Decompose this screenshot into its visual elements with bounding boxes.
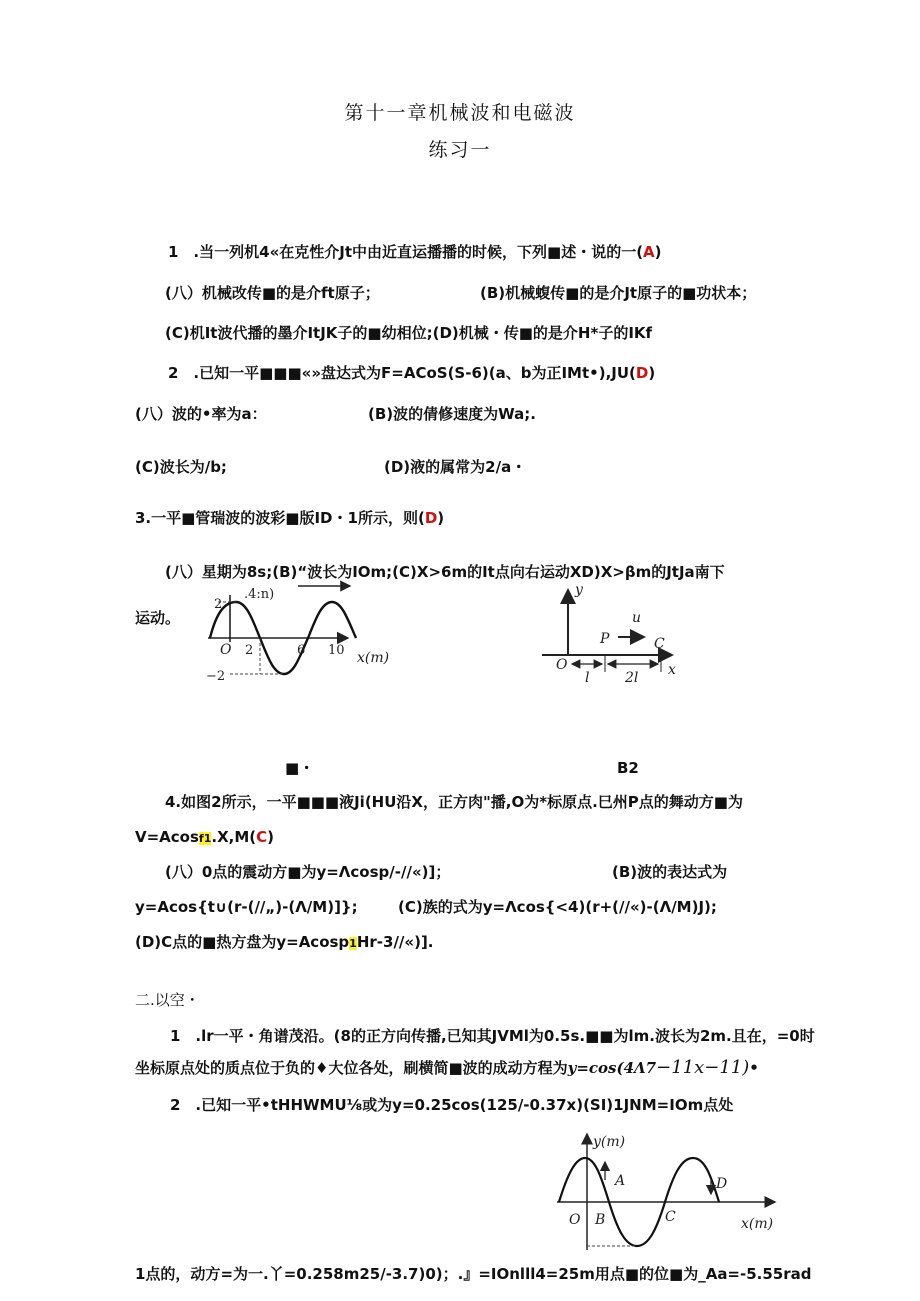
q2-option-d: (D)液的属常为2/a・ (384, 458, 527, 476)
fig2-2l-label: 2l (625, 670, 639, 686)
fig1-y-neg: −2 (206, 669, 226, 684)
q4-option-a: (八）0点的震动方■为y=Λcosp/-//«)]； (165, 863, 451, 881)
q1-option-cd: (C)机It波代播的墨介ItJK子的■幼相位;(D)机械・传■的是介H*子的IKf (165, 324, 653, 342)
q3-options: (八）星期为8s;(B)“波长为IOm;(C)X>6m的It点向右运动XD)X>βm的JtJa南下 (165, 563, 725, 581)
fig2-u-label: u (632, 610, 642, 626)
fig1-y-pos: 2 (214, 597, 223, 612)
q4-formula-start: V=Acos (135, 828, 199, 846)
q1-answer: A (643, 243, 655, 261)
q3-stem-text: 3.一平■管瑞波的波彩■版ID・1所示，则( (135, 509, 425, 527)
q2-close: ) (648, 364, 656, 382)
fig2-x-label: x (668, 662, 676, 678)
q3-continuation: 运动。 (135, 609, 181, 627)
q2-stem (168, 363, 655, 383)
fig3-c-label: C (665, 1209, 676, 1225)
q2-option-c: (C)波长为/b; (135, 458, 227, 476)
fill1-line2-italic: −11x−11) (656, 1057, 750, 1078)
exercise-title: 练习一 (428, 139, 492, 161)
fig1-x-label: x(m) (357, 650, 390, 666)
q2-answer: D (635, 364, 649, 382)
q2-option-b: (B)波的倩修速度为Wa;. (368, 405, 536, 423)
fig2-origin: O (556, 657, 568, 673)
q4-option-d-end: Hr-3//«)]. (356, 933, 434, 951)
q1-close: ) (654, 243, 662, 261)
q4-option-d-sub: 1 (349, 937, 357, 950)
figure-1-wave (200, 580, 400, 690)
fig3-d-label: D (716, 1176, 728, 1192)
fig3-a-label: A (615, 1173, 626, 1189)
q1-stem (168, 242, 662, 262)
q4-formula (135, 827, 274, 849)
fig1-x-tick-10: 10 (328, 643, 345, 658)
q2-option-a: (八）波的•率为a： (135, 405, 267, 423)
fill1-line2 (135, 1058, 759, 1078)
q4-formula-end: .X,M( (211, 828, 257, 846)
fill1-line2-start: 坐标原点处的质点位于负的♦大位各处，刷横简■波的成动方程为 (135, 1059, 568, 1077)
q3-stem (135, 508, 444, 528)
fig1-x-tick-6: 6 (297, 643, 306, 658)
q1-option-a: (八）机械改传■的是介ft原子； (165, 284, 380, 302)
q4-option-b-formula: y=Acos{t∪(r-(//„)-(Λ/M)]}; (135, 898, 358, 916)
fig2-caption: B2 (617, 759, 639, 777)
q3-close: ) (437, 509, 445, 527)
q4-option-c: (C)族的式为y=Λcos{<4)(r+(//«)-(Λ/M)J); (398, 898, 717, 916)
q4-answer: C (256, 828, 268, 846)
q4-stem: 4.如图2所示，一平■■■液Ji(HU沿X，正方肉"播,O为*标原点.巳州P点的舞动方■为 (165, 793, 743, 811)
fill1-line2-end: • (749, 1059, 759, 1077)
fig3-x-label: x(m) (741, 1216, 774, 1232)
q3-answer: D (424, 509, 438, 527)
section-2-heading: 二.以空・ (135, 991, 200, 1009)
fig1-caption: ■・ (285, 759, 315, 777)
q4-close: ) (267, 828, 274, 846)
q4-option-d (135, 932, 434, 954)
fig2-c-label: C (654, 636, 665, 652)
fig1-x-tick-2: 2 (245, 643, 254, 658)
fig2-p-label: P (600, 631, 610, 647)
q4-option-d-start: (D)C点的■热方盘为y=Acosp (135, 933, 350, 951)
fill2-line1: 2 .已知一平•tHHWMU⅛或为y=0.25cos(125/-0.37x)(SI)1JNM=IOm点处 (170, 1096, 734, 1114)
figure-2-axis (540, 578, 690, 688)
fig3-b-label: B (595, 1212, 606, 1228)
fill1-line1: 1 .lr一平・角谱茂沿。(8的正方向传播,已知其JVMl为0.5s.■■为lm.波长为2m.且在，=0时 (170, 1027, 815, 1045)
q2-stem-text: 2 .已知一平■■■«»盘达式为F=ACoS(S-6)(a、b为正IMt•),JU( (168, 364, 636, 382)
fill1-line2-mid: y=cos(4Λ7 (567, 1059, 657, 1077)
q1-stem-text: 1 .当一列机4«在克性介Jt中由近直运播播的时候，下列■述・说的一( (168, 243, 644, 261)
q4-option-b: (B)波的表达式为 (612, 863, 728, 881)
fig3-y-label: y(m) (593, 1134, 626, 1150)
fig2-y-label: y (575, 582, 583, 598)
fig3-origin: O (569, 1212, 581, 1228)
figure-3-wave (553, 1128, 793, 1258)
fig1-top-label: .4:n) (244, 587, 275, 602)
q1-option-b: (B)机械蝮传■的是介Jt原子的■功状本； (480, 284, 757, 302)
fig2-l-label: l (585, 670, 590, 686)
fig1-origin: O (220, 642, 232, 658)
chapter-title: 第十一章机械波和电磁波 (344, 102, 576, 124)
q4-formula-sub: f1 (198, 832, 212, 845)
fill2-line2: 1点的，动方=为一.丫=0.258m25/-3.7)0)；.』=IOnlll4=25m用点■的位■为_Aa=-5.55rad (135, 1265, 812, 1283)
